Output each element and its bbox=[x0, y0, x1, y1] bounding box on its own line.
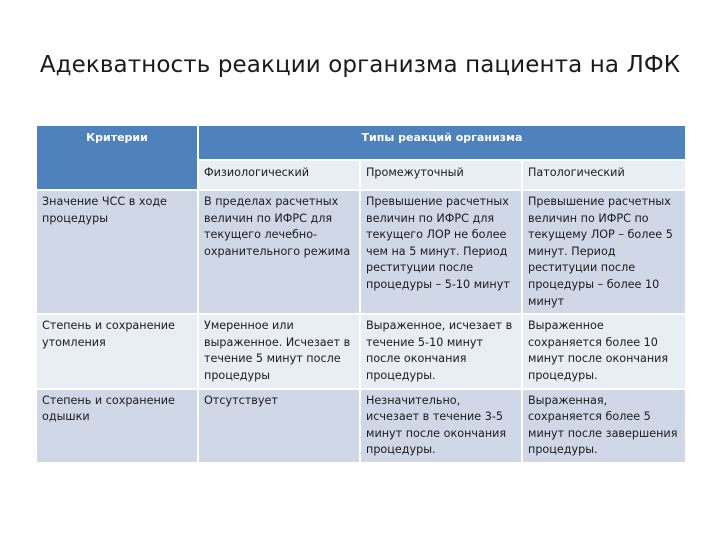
pathological-cell: Выраженное сохраняется более 10 минут после окончания процедуры. bbox=[522, 314, 685, 388]
reaction-table bbox=[37, 126, 685, 462]
physiological-cell: В пределах расчетных величин по ИФРС для текущего лечебно-охранительного режима bbox=[198, 190, 360, 314]
criterion-cell: Степень и сохранение утомления bbox=[37, 314, 198, 388]
header-reaction-types: Типы реакций организма bbox=[198, 126, 685, 160]
subheader-pathological: Патологический bbox=[522, 160, 685, 190]
pathological-cell: Выраженная, сохраняется более 5 минут после завершения процедуры. bbox=[522, 389, 685, 462]
table-row bbox=[37, 314, 685, 388]
intermediate-cell: Превышение расчетных величин по ИФРС для текущего ЛОР не более чем на 5 минут. Период реституции после процедуры – 5-10 минут bbox=[360, 190, 522, 314]
intermediate-cell: Незначительно, исчезает в течение 3-5 минут после окончания процедуры. bbox=[360, 389, 522, 462]
table-header-row bbox=[37, 126, 685, 160]
intermediate-cell: Выраженное, исчезает в течение 5-10 минут после окончания процедуры. bbox=[360, 314, 522, 388]
table-row bbox=[37, 389, 685, 462]
criterion-cell: Степень и сохранение одышки bbox=[37, 389, 198, 462]
criterion-cell: Значение ЧСС в ходе процедуры bbox=[37, 190, 198, 314]
subheader-intermediate: Промежуточный bbox=[360, 160, 522, 190]
physiological-cell: Умеренное или выраженное. Исчезает в течение 5 минут после процедуры bbox=[198, 314, 360, 388]
pathological-cell: Превышение расчетных величин по ИФРС по текущему ЛОР – более 5 минут. Период реституции после процедуры – более 10 минут bbox=[522, 190, 685, 314]
header-criteria: Критерии bbox=[37, 126, 198, 190]
table-row bbox=[37, 190, 685, 314]
physiological-cell: Отсутствует bbox=[198, 389, 360, 462]
subheader-physiological: Физиологический bbox=[198, 160, 360, 190]
slide-title: Адекватность реакции организма пациента на ЛФК bbox=[39, 52, 681, 78]
